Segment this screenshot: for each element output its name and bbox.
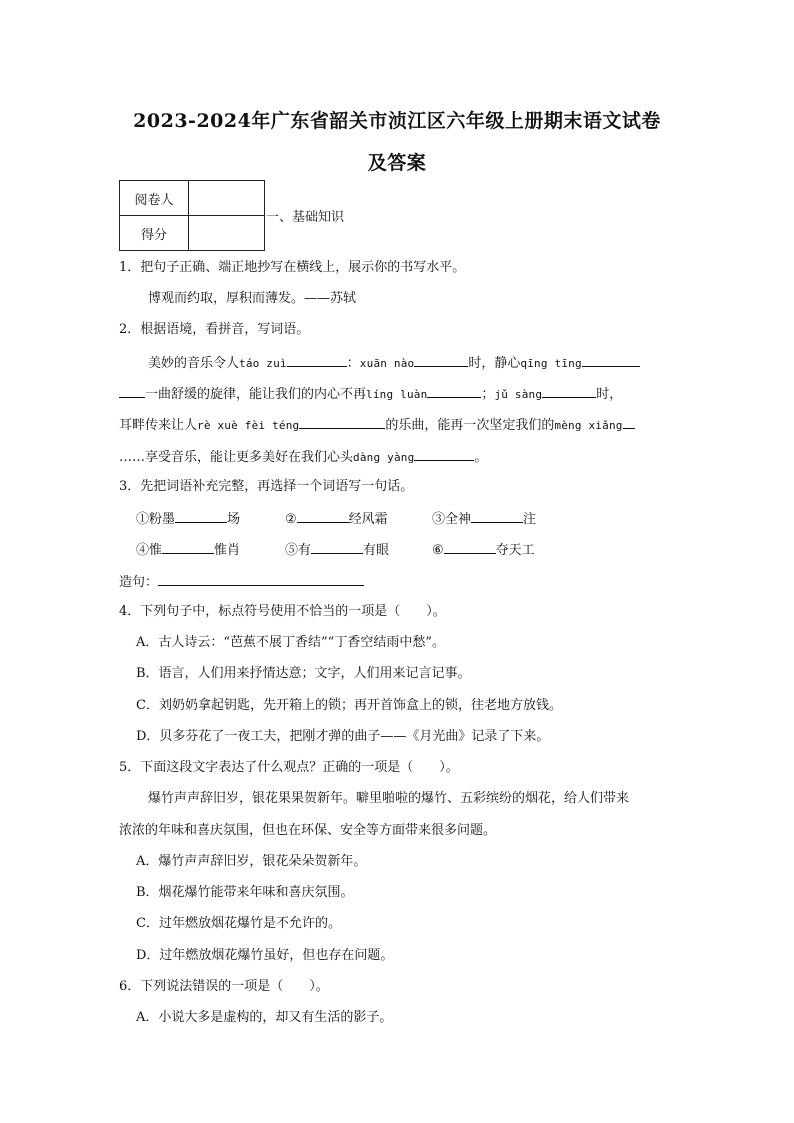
answer-blank[interactable] <box>297 509 349 523</box>
q3-item: ⑥ 夺天工 <box>432 540 535 560</box>
q5-option: B．烟花爆竹能带来年味和喜庆氛围。 <box>136 885 354 900</box>
answer-blank[interactable] <box>287 353 347 367</box>
answer-blank[interactable] <box>299 415 385 429</box>
section-heading: 一、基础知识 <box>266 210 345 225</box>
q2-line2 <box>119 384 622 404</box>
q4-option: B．语言，人们用来抒情达意；文字，人们用来记言记事。 <box>136 666 471 681</box>
answer-blank[interactable] <box>582 353 640 367</box>
q4-stem: 4．下列句子中，标点符号使用不恰当的一项是（ ）。 <box>119 604 446 619</box>
q4-option: C．刘奶奶拿起钥匙，先开箱上的锁；再开首饰盒上的锁，往老地方放钱。 <box>136 698 562 713</box>
q6-stem: 6．下列说法错误的一项是（ ）。 <box>119 979 329 994</box>
q4-option: D．贝多芬花了一夜工夫，把刚才弹的曲子——《月光曲》记录了下来。 <box>136 729 550 744</box>
pinyin: rè xuè fèi téng <box>197 419 300 432</box>
q5-option: A．爆竹声声辞旧岁，银花朵朵贺新年。 <box>136 854 367 869</box>
pinyin: mèng xiǎng <box>554 419 623 432</box>
q2-text: 美妙的音乐令人 <box>148 356 240 371</box>
q2-text: 时，静心 <box>468 356 521 371</box>
q5-passage-line1: 爆竹声声辞旧岁，银花果果贺新年。噼里啪啦的爆竹、五彩缤纷的烟花，给人们带来 <box>148 791 630 806</box>
q3-item: ⑤有 有眼 <box>285 540 389 560</box>
q3-sentence <box>119 572 364 592</box>
answer-blank[interactable] <box>623 415 635 429</box>
q2-line1 <box>148 353 640 373</box>
reviewer-cell <box>189 181 265 216</box>
q5-stem: 5．下面这段文字表达了什么观点？正确的一项是（ ）。 <box>119 760 459 775</box>
q6-option: A．小说大多是虚构的，却又有生活的影子。 <box>136 1010 393 1025</box>
q1-stem: 1．把句子正确、端正地抄写在横线上，展示你的书写水平。 <box>119 260 466 275</box>
pinyin: dàng yàng <box>353 451 415 464</box>
q5-option: D．过年燃放烟花爆竹虽好，但也存在问题。 <box>136 948 394 963</box>
q4-option: A．古人诗云：“芭蕉不展丁香结”“丁香空结雨中愁”。 <box>136 635 445 650</box>
q5-passage-line2: 浓浓的年味和喜庆氛围，但也在环保、安全等方面带来很多问题。 <box>119 823 497 838</box>
sentence-blank[interactable] <box>158 572 364 586</box>
q2-text: 时， <box>596 387 623 402</box>
q2-text: ： <box>346 356 360 371</box>
q3-item: ①粉墨 场 <box>136 509 240 529</box>
q3-stem: 3．先把词语补充完整，再选择一个词语写一句话。 <box>119 479 414 494</box>
answer-blank[interactable] <box>175 509 227 523</box>
sentence-label: 造句： <box>119 575 159 590</box>
answer-blank[interactable] <box>414 353 468 367</box>
answer-blank[interactable] <box>414 447 474 461</box>
q3-item: ④惟 惟肖 <box>136 540 240 560</box>
q2-text: ……享受音乐，能让更多美好在我们心头 <box>119 450 354 465</box>
answer-blank[interactable] <box>444 540 496 554</box>
answer-blank[interactable] <box>542 384 596 398</box>
pinyin: táo zuì <box>239 357 287 370</box>
q2-text: 。 <box>474 450 488 465</box>
pinyin: jǔ sàng <box>494 388 543 401</box>
reviewer-label: 阅卷人 <box>120 181 189 216</box>
answer-blank[interactable] <box>427 384 481 398</box>
answer-blank[interactable] <box>471 509 523 523</box>
document-title-line2: 及答案 <box>367 152 427 174</box>
pinyin: qīng tīng <box>520 357 582 370</box>
q5-option: C．过年燃放烟花爆竹是不允许的。 <box>136 916 341 931</box>
q2-text: ； <box>481 387 495 402</box>
answer-blank[interactable] <box>119 384 145 398</box>
score-table <box>119 180 265 251</box>
answer-blank[interactable] <box>311 540 363 554</box>
q2-text: 一曲舒缓的旋律，能让我们的内心不再 <box>145 387 367 402</box>
q2-line3 <box>119 415 635 435</box>
q2-text: 的乐曲，能再一次坚定我们的 <box>385 418 555 433</box>
document-title-line1: 2023-2024年广东省韶关市浈江区六年级上册期末语文试卷 <box>133 110 661 132</box>
pinyin: xuān nào <box>359 357 415 370</box>
q2-stem: 2．根据语境，看拼音，写词语。 <box>119 322 310 337</box>
q1-quote: 博观而约取，厚积而薄发。——苏轼 <box>148 291 357 306</box>
q3-item: ② 经风霜 <box>285 509 388 529</box>
q3-item: ③全神 注 <box>432 509 536 529</box>
score-label: 得分 <box>120 216 189 251</box>
answer-blank[interactable] <box>162 540 214 554</box>
score-cell <box>189 216 265 251</box>
q2-text: 耳畔传来让人 <box>119 418 198 433</box>
pinyin: líng luàn <box>366 388 428 401</box>
q2-line4 <box>119 447 487 467</box>
